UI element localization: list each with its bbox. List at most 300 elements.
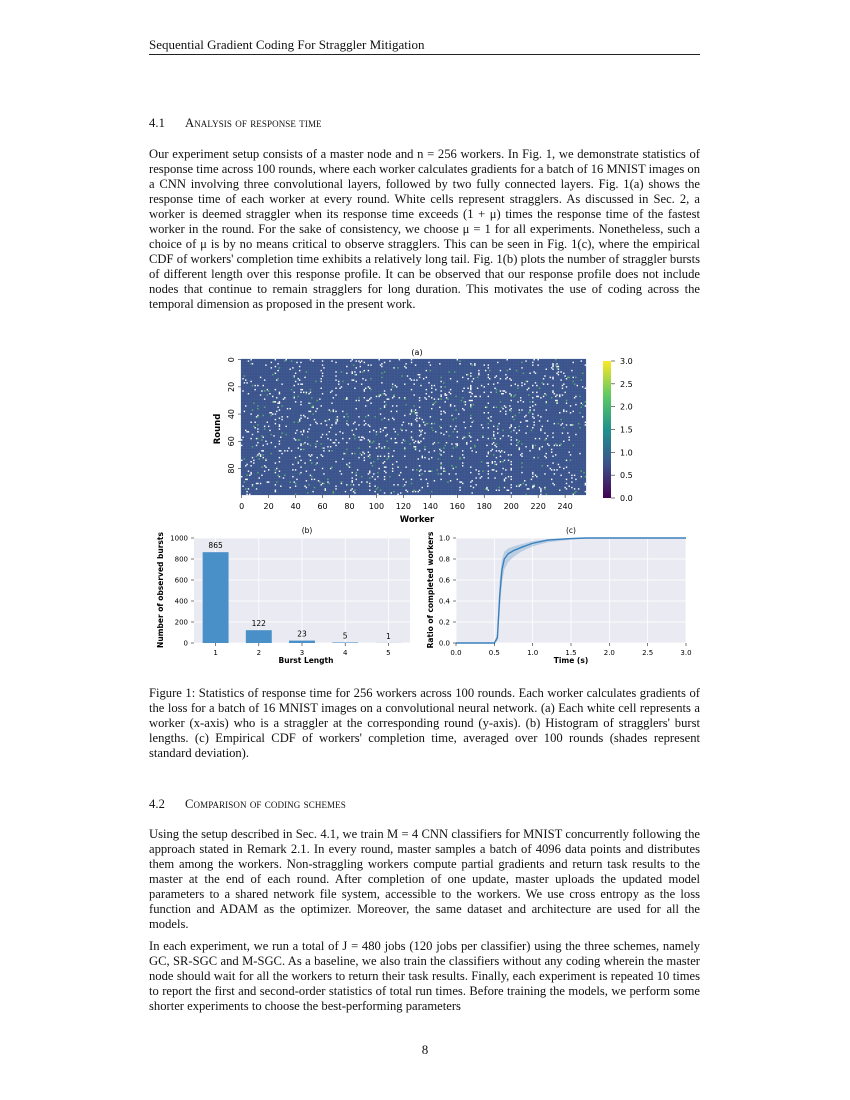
straggler-cell xyxy=(535,382,536,383)
straggler-cell xyxy=(488,403,489,404)
straggler-cell xyxy=(327,438,328,439)
straggler-cell xyxy=(585,483,586,484)
slow-cell xyxy=(311,397,312,398)
straggler-cell xyxy=(430,416,431,417)
straggler-cell xyxy=(352,488,353,489)
straggler-cell xyxy=(500,438,501,439)
straggler-cell xyxy=(377,456,378,457)
straggler-cell xyxy=(418,491,419,492)
straggler-cell xyxy=(525,432,526,433)
straggler-cell xyxy=(555,454,556,455)
slow-cell xyxy=(319,481,320,482)
straggler-cell xyxy=(376,396,377,397)
straggler-cell xyxy=(470,405,471,406)
slow-cell xyxy=(546,394,547,395)
straggler-cell xyxy=(310,411,311,412)
slow-cell xyxy=(440,464,441,465)
paragraph: In each experiment, we run a total of J = 480 jobs (120 jobs per classifier) using the three schemes, namely GC, SR-SGC and M-SGC. As a baseline, we also train the classifiers without any coding wherein the master node should wait for all the workers to return their task results. Finally, each experiment is repeated 10 times to report the first and second-order statistics of total run times. Before training the models, we perform some shorter experiments to choose the best-performing parameters xyxy=(149,939,700,1014)
straggler-cell xyxy=(343,453,344,454)
straggler-cell xyxy=(451,443,452,444)
straggler-cell xyxy=(559,490,560,491)
straggler-cell xyxy=(582,386,583,387)
slow-cell xyxy=(323,483,324,484)
heatmap-y-ticks xyxy=(227,357,241,473)
straggler-cell xyxy=(488,396,489,397)
straggler-cell xyxy=(364,453,365,454)
straggler-cell xyxy=(395,438,396,439)
slow-cell xyxy=(281,432,282,433)
straggler-cell xyxy=(383,430,384,431)
straggler-cell xyxy=(444,394,445,395)
straggler-cell xyxy=(280,485,281,486)
straggler-cell xyxy=(352,430,353,431)
straggler-cell xyxy=(304,416,305,417)
straggler-cell xyxy=(368,364,369,365)
straggler-cell xyxy=(415,419,416,420)
straggler-cell xyxy=(335,362,336,363)
x-tick-label: 140 xyxy=(422,502,438,511)
straggler-cell xyxy=(418,374,419,375)
straggler-cell xyxy=(264,426,265,427)
straggler-cell xyxy=(446,431,447,432)
slow-cell xyxy=(307,437,308,438)
slow-cell xyxy=(381,419,382,420)
y-tick-label: 80 xyxy=(227,463,236,474)
straggler-cell xyxy=(494,445,495,446)
straggler-cell xyxy=(335,439,336,440)
straggler-cell xyxy=(504,480,505,481)
slow-cell xyxy=(556,401,557,402)
straggler-cell xyxy=(543,378,544,379)
slow-cell xyxy=(377,487,378,488)
straggler-cell xyxy=(511,454,512,455)
slow-cell xyxy=(544,439,545,440)
straggler-cell xyxy=(415,441,416,442)
slow-cell xyxy=(316,400,317,401)
section-number: 4.1 xyxy=(149,116,166,130)
straggler-cell xyxy=(585,424,586,425)
straggler-cell xyxy=(454,405,455,406)
straggler-cell xyxy=(257,415,258,416)
straggler-cell xyxy=(291,450,292,451)
straggler-cell xyxy=(276,379,277,380)
straggler-cell xyxy=(292,464,293,465)
straggler-cell xyxy=(300,449,301,450)
straggler-cell xyxy=(287,408,288,409)
straggler-cell xyxy=(364,460,365,461)
straggler-cell xyxy=(546,401,547,402)
slow-cell xyxy=(462,397,463,398)
straggler-cell xyxy=(571,477,572,478)
straggler-cell xyxy=(321,423,322,424)
slow-cell xyxy=(449,371,450,372)
straggler-cell xyxy=(419,465,420,466)
slow-cell xyxy=(244,458,245,459)
slow-cell xyxy=(582,373,583,374)
straggler-cell xyxy=(440,454,441,455)
straggler-cell xyxy=(311,454,312,455)
slow-cell xyxy=(377,458,378,459)
straggler-cell xyxy=(520,484,521,485)
straggler-cell xyxy=(397,466,398,467)
straggler-cell xyxy=(404,397,405,398)
straggler-cell xyxy=(488,451,489,452)
slow-cell xyxy=(393,394,394,395)
straggler-cell xyxy=(260,456,261,457)
straggler-cell xyxy=(500,451,501,452)
slow-cell xyxy=(485,488,486,489)
straggler-cell xyxy=(455,443,456,444)
slow-cell xyxy=(392,386,393,387)
straggler-cell xyxy=(401,424,402,425)
straggler-cell xyxy=(321,388,322,389)
straggler-cell xyxy=(368,386,369,387)
slow-cell xyxy=(463,401,464,402)
straggler-cell xyxy=(467,378,468,379)
straggler-cell xyxy=(376,447,377,448)
straggler-cell xyxy=(511,443,512,444)
slow-cell xyxy=(377,472,378,473)
straggler-cell xyxy=(411,431,412,432)
straggler-cell xyxy=(496,450,497,451)
straggler-cell xyxy=(488,427,489,428)
x-tick-label: 220 xyxy=(530,502,546,511)
slow-cell xyxy=(453,431,454,432)
heatmap-x-label: Worker xyxy=(399,515,435,525)
straggler-cell xyxy=(384,456,385,457)
straggler-cell xyxy=(299,379,300,380)
straggler-cell xyxy=(342,432,343,433)
straggler-cell xyxy=(321,437,322,438)
slow-cell xyxy=(461,400,462,401)
straggler-cell xyxy=(275,490,276,491)
straggler-cell xyxy=(287,450,288,451)
straggler-cell xyxy=(485,407,486,408)
straggler-cell xyxy=(384,407,385,408)
straggler-cell xyxy=(459,487,460,488)
slow-cell xyxy=(574,383,575,384)
straggler-cell xyxy=(304,462,305,463)
straggler-cell xyxy=(506,377,507,378)
straggler-cell xyxy=(275,401,276,402)
straggler-cell xyxy=(457,443,458,444)
straggler-cell xyxy=(335,423,336,424)
straggler-cell xyxy=(364,457,365,458)
slow-cell xyxy=(256,456,257,457)
straggler-cell xyxy=(385,466,386,467)
straggler-cell xyxy=(370,364,371,365)
straggler-cell xyxy=(535,404,536,405)
straggler-cell xyxy=(426,393,427,394)
slow-cell xyxy=(353,364,354,365)
slow-cell xyxy=(531,430,532,431)
straggler-cell xyxy=(563,468,564,469)
straggler-cell xyxy=(335,375,336,376)
section-title: Analysis of response time xyxy=(185,116,322,130)
slow-cell xyxy=(360,453,361,454)
straggler-cell xyxy=(470,389,471,390)
straggler-cell xyxy=(353,379,354,380)
straggler-cell xyxy=(511,379,512,380)
straggler-cell xyxy=(360,439,361,440)
straggler-cell xyxy=(568,439,569,440)
straggler-cell xyxy=(566,411,567,412)
straggler-cell xyxy=(532,472,533,473)
straggler-cell xyxy=(478,473,479,474)
straggler-cell xyxy=(450,405,451,406)
straggler-cell xyxy=(540,494,541,495)
straggler-cell xyxy=(310,424,311,425)
straggler-cell xyxy=(451,415,452,416)
straggler-cell xyxy=(308,411,309,412)
slow-cell xyxy=(346,420,347,421)
straggler-cell xyxy=(395,442,396,443)
slow-cell xyxy=(515,394,516,395)
straggler-cell xyxy=(484,392,485,393)
slow-cell xyxy=(310,445,311,446)
straggler-cell xyxy=(377,476,378,477)
slow-cell xyxy=(314,487,315,488)
straggler-cell xyxy=(276,397,277,398)
straggler-cell xyxy=(330,392,331,393)
bar-value-label: 1 xyxy=(386,631,391,641)
straggler-cell xyxy=(571,487,572,488)
straggler-cell xyxy=(585,405,586,406)
panel-a-title: (a) xyxy=(411,348,423,357)
x-tick-label: 3.0 xyxy=(680,649,692,657)
slow-cell xyxy=(327,479,328,480)
straggler-cell xyxy=(342,438,343,439)
straggler-cell xyxy=(364,397,365,398)
slow-cell xyxy=(345,453,346,454)
slow-cell xyxy=(471,364,472,365)
straggler-cell xyxy=(559,445,560,446)
straggler-cell xyxy=(300,443,301,444)
straggler-cell xyxy=(552,462,553,463)
straggler-cell xyxy=(311,479,312,480)
straggler-cell xyxy=(411,437,412,438)
straggler-cell xyxy=(470,396,471,397)
straggler-cell xyxy=(393,450,394,451)
straggler-cell xyxy=(397,494,398,495)
straggler-cell xyxy=(559,396,560,397)
slow-cell xyxy=(303,443,304,444)
straggler-cell xyxy=(581,360,582,361)
straggler-cell xyxy=(496,464,497,465)
straggler-cell xyxy=(511,461,512,462)
straggler-cell xyxy=(330,446,331,447)
straggler-cell xyxy=(478,373,479,374)
straggler-cell xyxy=(419,374,420,375)
straggler-cell xyxy=(256,416,257,417)
slow-cell xyxy=(354,490,355,491)
straggler-cell xyxy=(430,364,431,365)
straggler-cell xyxy=(322,375,323,376)
slow-cell xyxy=(294,422,295,423)
straggler-cell xyxy=(384,471,385,472)
straggler-cell xyxy=(434,398,435,399)
straggler-cell xyxy=(281,383,282,384)
straggler-cell xyxy=(241,460,242,461)
straggler-cell xyxy=(378,446,379,447)
straggler-cell xyxy=(387,398,388,399)
straggler-cell xyxy=(295,469,296,470)
straggler-cell xyxy=(264,465,265,466)
straggler-cell xyxy=(424,449,425,450)
slow-cell xyxy=(438,473,439,474)
straggler-cell xyxy=(428,451,429,452)
straggler-cell xyxy=(467,388,468,389)
straggler-cell xyxy=(392,397,393,398)
straggler-cell xyxy=(312,491,313,492)
straggler-cell xyxy=(310,392,311,393)
x-tick-label: 1.0 xyxy=(527,649,539,657)
straggler-cell xyxy=(302,389,303,390)
slow-cell xyxy=(372,442,373,443)
straggler-cell xyxy=(564,487,565,488)
slow-cell xyxy=(298,461,299,462)
straggler-cell xyxy=(310,456,311,457)
straggler-cell xyxy=(423,422,424,423)
straggler-cell xyxy=(439,407,440,408)
slow-cell xyxy=(455,466,456,467)
straggler-cell xyxy=(415,449,416,450)
straggler-cell xyxy=(300,431,301,432)
slow-cell xyxy=(321,443,322,444)
slow-cell xyxy=(387,458,388,459)
straggler-cell xyxy=(322,364,323,365)
straggler-cell xyxy=(563,373,564,374)
straggler-cell xyxy=(457,445,458,446)
y-tick-label: 20 xyxy=(227,381,236,392)
straggler-cell xyxy=(407,491,408,492)
slow-cell xyxy=(261,435,262,436)
straggler-cell xyxy=(461,481,462,482)
slow-cell xyxy=(333,491,334,492)
slow-cell xyxy=(345,398,346,399)
straggler-cell xyxy=(488,438,489,439)
slow-cell xyxy=(311,407,312,408)
straggler-cell xyxy=(558,366,559,367)
straggler-cell xyxy=(554,469,555,470)
straggler-cell xyxy=(354,371,355,372)
straggler-cell xyxy=(521,472,522,473)
slow-cell xyxy=(579,427,580,428)
straggler-cell xyxy=(488,465,489,466)
straggler-cell xyxy=(279,450,280,451)
straggler-cell xyxy=(393,396,394,397)
straggler-cell xyxy=(454,428,455,429)
straggler-cell xyxy=(250,465,251,466)
straggler-cell xyxy=(428,471,429,472)
straggler-cell xyxy=(244,411,245,412)
slow-cell xyxy=(473,420,474,421)
slow-cell xyxy=(306,371,307,372)
straggler-cell xyxy=(455,473,456,474)
slow-cell xyxy=(511,396,512,397)
straggler-cell xyxy=(529,373,530,374)
slow-cell xyxy=(515,415,516,416)
section-4-2-heading xyxy=(149,797,346,812)
straggler-cell xyxy=(364,389,365,390)
slow-cell xyxy=(444,471,445,472)
colorbar-ticks xyxy=(611,357,633,503)
straggler-cell xyxy=(568,437,569,438)
x-tick-label: 0 xyxy=(239,502,245,511)
straggler-cell xyxy=(571,475,572,476)
slow-cell xyxy=(298,396,299,397)
straggler-cell xyxy=(529,450,530,451)
straggler-cell xyxy=(248,488,249,489)
straggler-cell xyxy=(515,427,516,428)
straggler-cell xyxy=(450,378,451,379)
straggler-cell xyxy=(264,471,265,472)
straggler-cell xyxy=(242,378,243,379)
straggler-cell xyxy=(577,385,578,386)
straggler-cell xyxy=(254,422,255,423)
straggler-cell xyxy=(405,490,406,491)
straggler-cell xyxy=(385,435,386,436)
slow-cell xyxy=(383,393,384,394)
straggler-cell xyxy=(360,362,361,363)
slow-cell xyxy=(384,447,385,448)
straggler-cell xyxy=(380,413,381,414)
straggler-cell xyxy=(481,385,482,386)
straggler-cell xyxy=(533,359,534,360)
paragraph: Using the setup described in Sec. 4.1, we train M = 4 CNN classifiers for MNIST concurrently following the approach stated in Remark 2.1. In every round, master samples a batch of 4096 data points and distributes them among the workers. Non-straggling workers compute partial gradients and return task results to the master at the end of each round. After completion of one update, master uploads the updated model parameters to a shared network file system, accessible to the workers. We use cross entropy as the loss function and ADAM as the optimizer. Moreover, the same dataset and architecture are used for all the models. xyxy=(149,827,700,932)
straggler-cell xyxy=(562,385,563,386)
straggler-cell xyxy=(380,431,381,432)
straggler-cell xyxy=(384,476,385,477)
straggler-cell xyxy=(446,397,447,398)
straggler-cell xyxy=(412,491,413,492)
straggler-cell xyxy=(299,456,300,457)
straggler-cell xyxy=(559,466,560,467)
straggler-cell xyxy=(338,442,339,443)
straggler-cell xyxy=(432,404,433,405)
slow-cell xyxy=(523,483,524,484)
straggler-cell xyxy=(263,385,264,386)
straggler-cell xyxy=(299,366,300,367)
straggler-cell xyxy=(256,438,257,439)
straggler-cell xyxy=(242,437,243,438)
straggler-cell xyxy=(428,458,429,459)
straggler-cell xyxy=(571,424,572,425)
bar-value-label: 5 xyxy=(342,631,348,641)
slow-cell xyxy=(380,408,381,409)
straggler-cell xyxy=(496,446,497,447)
straggler-cell xyxy=(269,412,270,413)
slow-cell xyxy=(455,446,456,447)
straggler-cell xyxy=(496,457,497,458)
straggler-cell xyxy=(443,468,444,469)
straggler-cell xyxy=(527,426,528,427)
straggler-cell xyxy=(566,378,567,379)
straggler-cell xyxy=(392,471,393,472)
straggler-cell xyxy=(323,473,324,474)
straggler-cell xyxy=(493,435,494,436)
slow-cell xyxy=(470,415,471,416)
straggler-cell xyxy=(562,423,563,424)
straggler-cell xyxy=(466,442,467,443)
straggler-cell xyxy=(364,420,365,421)
straggler-cell xyxy=(477,439,478,440)
straggler-cell xyxy=(260,377,261,378)
straggler-cell xyxy=(500,370,501,371)
straggler-cell xyxy=(300,460,301,461)
straggler-cell xyxy=(431,385,432,386)
straggler-cell xyxy=(265,364,266,365)
